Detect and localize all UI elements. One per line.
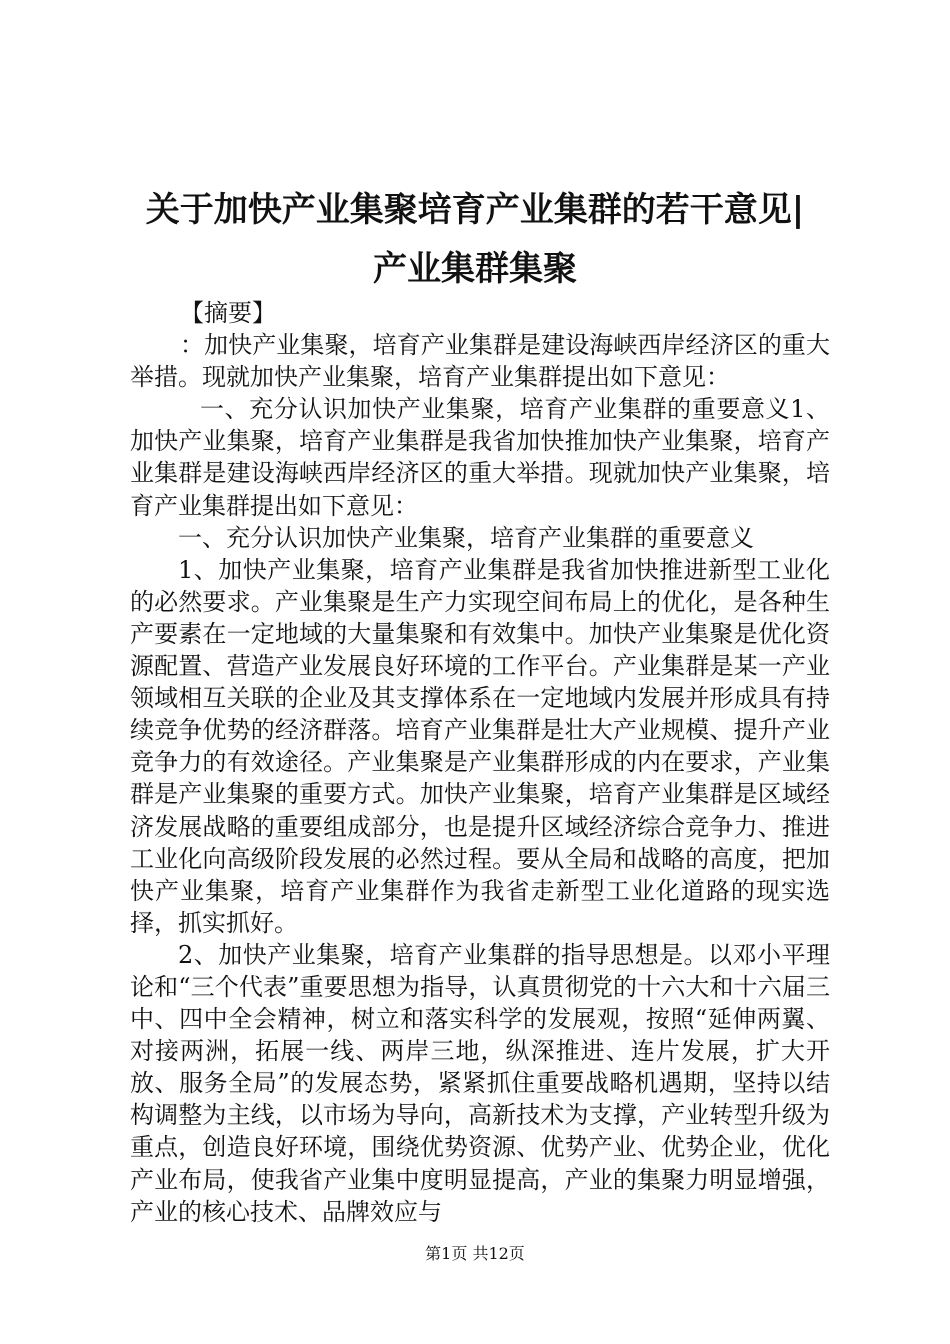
page-number-footer: 第1页 共12页 [425, 1244, 525, 1263]
document-body [130, 297, 830, 1228]
paragraph-point-2: 2、加快产业集聚，培育产业集群的指导思想是。以邓小平理论和“三个代表”重要思想为指导，认真贯彻党的十六大和十六届三中、四中全会精神，树立和落实科学的发展观，按照“延伸两翼、对接两洲，拓展一线、两岸三地，纵深推进、连片发展，扩大开放、服务全局”的发展态势，紧紧抓住重要战略机遇期，坚持以结构调整为主线，以市场为导向，高新技术为支撑，产业转型升级为重点，创造良好环境，围绕优势资源、优势产业、优势企业，优化产业布局，使我省产业集中度明显提高，产业的集聚力明显增强，产业的核心技术、品牌效应与 [130, 940, 830, 1226]
section-heading-1: 一、充分认识加快产业集聚，培育产业集群的重要意义 [178, 523, 754, 552]
abstract-label: 【摘要】 [180, 299, 276, 327]
paragraph-abstract: ：加快产业集聚，培育产业集群是建设海峡西岸经济区的重大举措。现就加快产业集聚，培育产业集群提出如下意见： [130, 331, 830, 392]
paragraph-point-1: 1、加快产业集聚，培育产业集群是我省加快推进新型工业化的必然要求。产业集聚是生产力实现空间布局上的优化，是各种生产要素在一定地域的大量集聚和有效集中。加快产业集聚是优化资源配置、营造产业发展良好环境的工作平台。产业集群是某一产业领域相互关联的企业及其支撑体系在一定地域内发展并形成具有持续竞争优势的经济群落。培育产业集群是壮大产业规模、提升产业竞争力的有效途径。产业集聚是产业集群形成的内在要求，产业集群是产业集聚的重要方式。加快产业集聚，培育产业集群是区域经济发展战略的重要组成部分，也是提升区域经济综合竞争力、推进工业化向高级阶段发展的必然过程。要从全局和战略的高度，把加快产业集聚，培育产业集群作为我省走新型工业化道路的现实选择，抓实抓好。 [130, 555, 830, 937]
document-title-line-1: 关于加快产业集聚培育产业集群的若干意见| [145, 190, 805, 230]
document-title-line-2: 产业集群集聚 [373, 249, 577, 289]
paragraph-summary: 一、充分认识加快产业集聚，培育产业集群的重要意义1、加快产业集聚，培育产业集群是我省加快推加快产业集聚，培育产业集群是建设海峡西岸经济区的重大举措。现就加快产业集聚，培育产业集群提出如下意见： [130, 395, 830, 520]
